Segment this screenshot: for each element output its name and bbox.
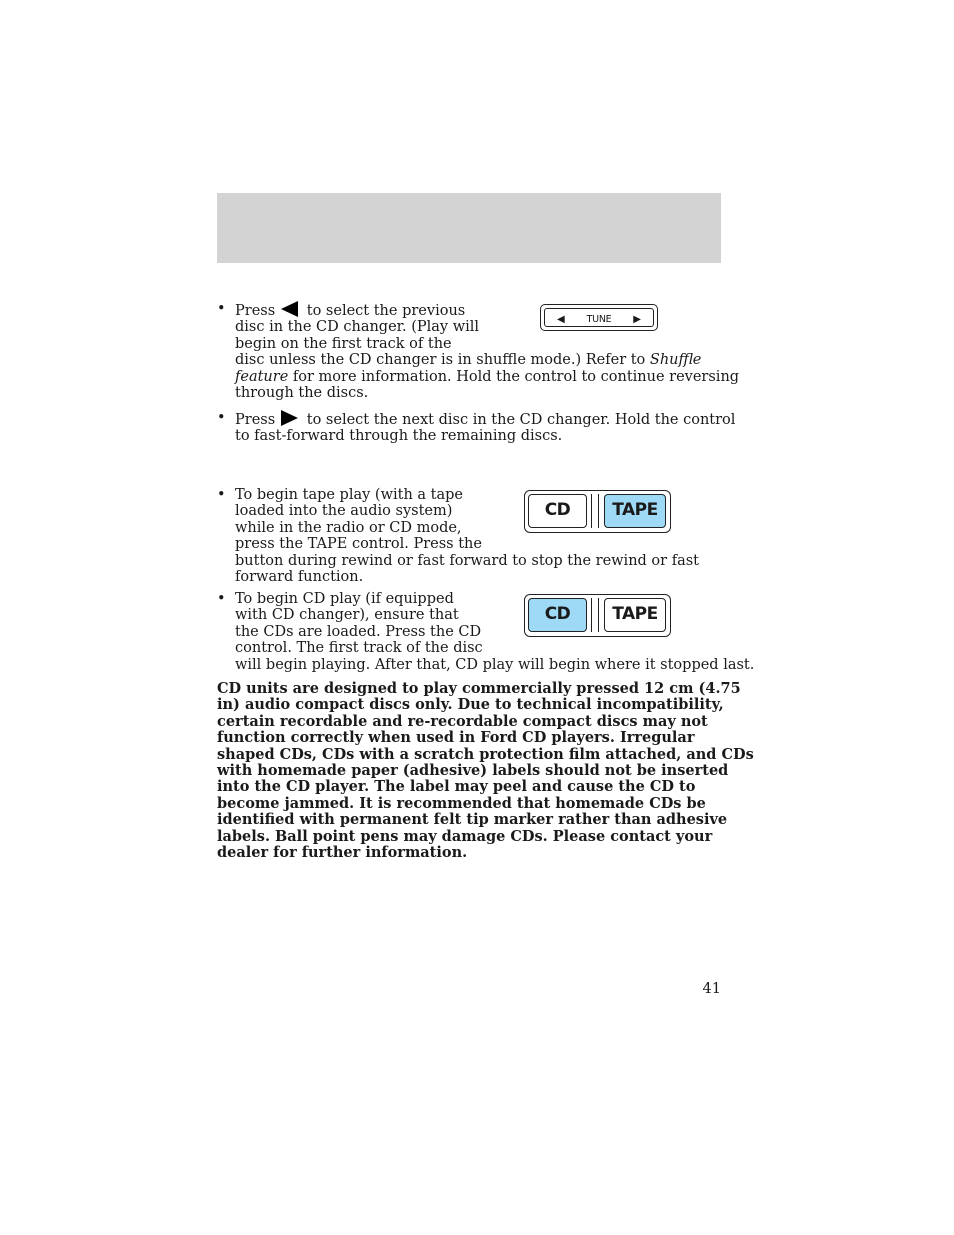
cd-button[interactable]: CD [528,598,587,632]
next-triangle-icon [281,410,298,426]
bullet3-line6: forward function. [235,569,364,585]
bullet1-line5: for more information. Hold the control to continue reversing [288,368,740,385]
bullet4-line1: To begin CD play (if equipped [235,591,454,607]
tape-button[interactable]: TAPE [604,494,666,528]
tape-button[interactable]: TAPE [604,598,666,632]
bullet3-line1: To begin tape play (with a tape [235,487,463,503]
bullet-dot: • [217,487,226,503]
previous-triangle-icon [281,301,298,317]
bullet2-line1: to select the next disc in the CD changer. Hold the control [306,412,736,428]
tune-left-arrow-icon: ◀ [557,314,565,325]
bullet4-line2: with CD changer), ensure that [235,607,459,624]
warning-line: dealer for further information. [217,844,468,862]
bullet-dot: • [217,410,226,426]
press-label: Press [235,412,276,428]
bullet3-line2: loaded into the audio system) [235,503,453,520]
cd-button[interactable]: CD [528,494,587,528]
tune-label: TUNE [586,314,612,325]
cd-warning-paragraph [217,680,754,862]
cd-tape-buttons-tape-active [524,490,671,533]
warning-line: with homemade paper (adhesive) labels should not be inserted [217,762,729,780]
warning-line: function correctly when used in Ford CD players. Irregular [217,729,695,747]
bullet4-line5: will begin playing. After that, CD play will begin where it stopped last. [235,656,755,673]
bullet3-line4: press the TAPE control. Press the [235,536,482,553]
warning-line: certain recordable and re-recordable compact discs may not [217,712,708,730]
warning-line: labels. Ball point pens may damage CDs. Please contact your [217,827,713,845]
page-number: 41 [702,981,721,997]
bullet-dot: • [217,301,226,317]
bullet2-line2: to fast-forward through the remaining discs. [235,428,563,444]
warning-line: shaped CDs, CDs with a scratch protection film attached, and CDs [217,745,754,763]
warning-line: CD units are designed to play commercially pressed 12 cm (4.75 [217,680,741,697]
header-band [217,193,721,263]
bullet3-line3: while in the radio or CD mode, [235,519,462,536]
button-divider [591,494,599,528]
press-label: Press [235,303,276,319]
warning-line: into the CD player. The label may peel and cause the CD to [217,778,696,796]
bullet1-line3: begin on the first track of the [235,335,452,352]
warning-line: identified with permanent felt tip marker rather than adhesive [217,811,728,829]
bullet1-line6: through the discs. [235,385,369,401]
tune-control[interactable] [540,304,658,331]
bullet4-line4: control. The first track of the disc [235,640,483,657]
bullet3-line5: button during rewind or fast forward to stop the rewind or fast [235,552,699,569]
bullet-dot: • [217,591,226,607]
cd-tape-buttons-cd-active [524,594,671,637]
button-divider [591,598,599,632]
bullet1-line2: disc in the CD changer. (Play will [235,319,480,335]
bullet1-line4: disc unless the CD changer is in shuffle mode.) Refer to [235,352,650,368]
warning-line: in) audio compact discs only. Due to technical incompatibility, [217,696,724,714]
bullet1-line1: to select the previous [306,303,466,319]
feature-italic: feature [235,368,289,385]
bullet4-line3: the CDs are loaded. Press the CD [235,623,482,640]
warning-line: become jammed. It is recommended that homemade CDs be [217,794,706,812]
tune-control-inner [544,308,654,327]
tune-right-arrow-icon: ▶ [633,314,641,325]
shuffle-italic: Shuffle [649,352,702,368]
